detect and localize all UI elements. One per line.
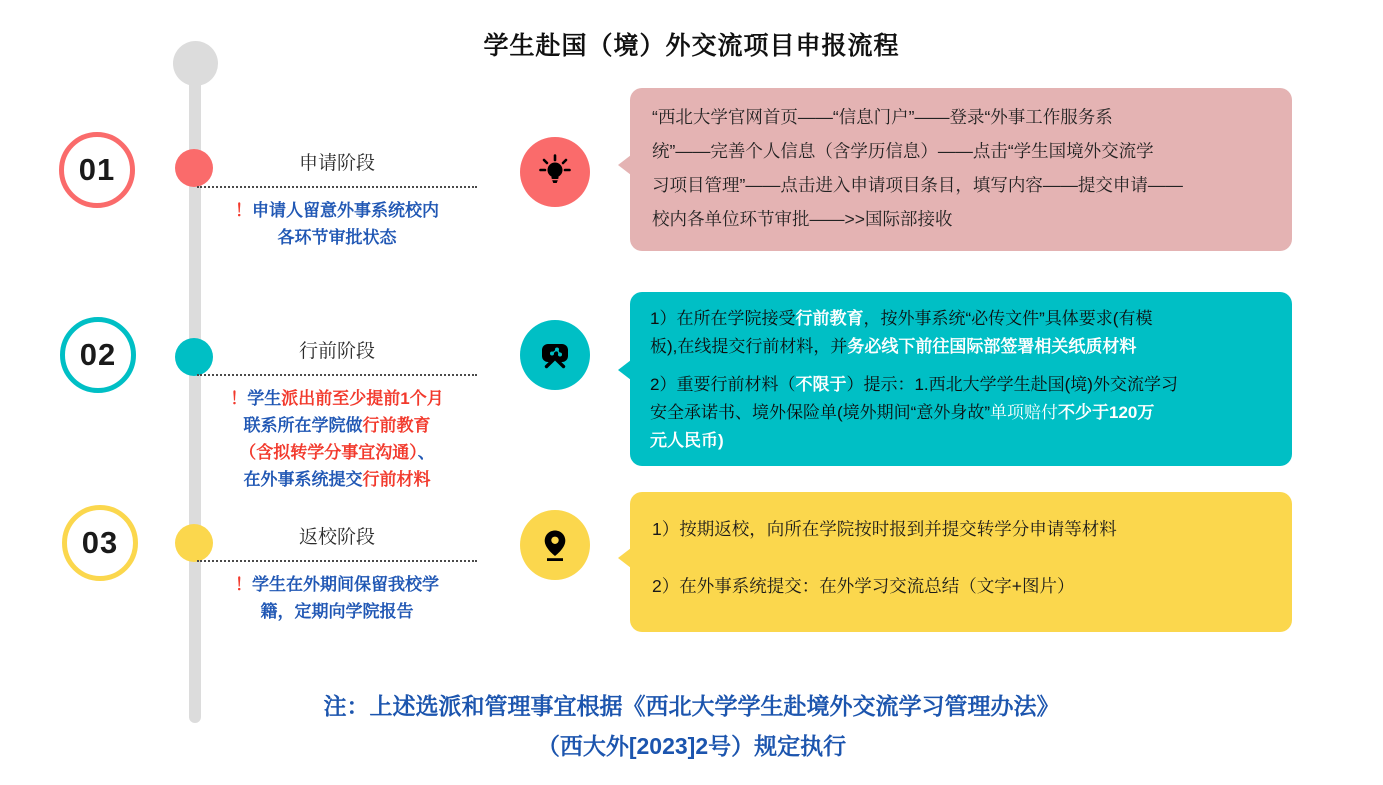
stage-note-1 bbox=[197, 197, 477, 251]
stage-number-badge-1 bbox=[59, 132, 135, 208]
note-text: 各环节审批状态 bbox=[277, 228, 397, 247]
box-text: 板),在线提交行前材料，并 bbox=[650, 337, 848, 356]
note-text: ！ bbox=[230, 389, 248, 408]
stage-number-badge-2 bbox=[60, 317, 136, 393]
stage-note-line bbox=[197, 439, 477, 466]
stage-label-3: 返校阶段 bbox=[197, 522, 477, 562]
stage-note-line bbox=[197, 571, 477, 598]
screen-share-icon bbox=[535, 335, 575, 375]
stage-icon-circle-1 bbox=[520, 137, 590, 207]
note-text: 在外事系统提交 bbox=[243, 470, 363, 489]
box-text: 2）重要行前材料（ bbox=[650, 375, 796, 394]
stage-note-line bbox=[197, 412, 477, 439]
stage-note-line bbox=[197, 466, 477, 493]
box-line bbox=[650, 333, 1278, 361]
box-text: 2）在外事系统提交：在外学习交流总结（文字+图片） bbox=[652, 576, 1075, 596]
stage-note-line bbox=[197, 224, 477, 251]
stage-note-line bbox=[197, 197, 477, 224]
stage-label-2: 行前阶段 bbox=[197, 336, 477, 376]
stage-note-3 bbox=[197, 571, 477, 625]
box-text: 安全承诺书、境外保险单(境外期间“意外身故” bbox=[650, 403, 990, 422]
stage-detail-box-1 bbox=[630, 88, 1292, 251]
box-paragraph bbox=[650, 305, 1278, 361]
box-line bbox=[652, 134, 1274, 168]
box-text: ，按外事系统“必传文件”具体要求(有模 bbox=[863, 309, 1153, 328]
stage-detail-box-3 bbox=[630, 492, 1292, 632]
box-text: 统”——完善个人信息（含学历信息）——点击“学生国境外交流学 bbox=[652, 141, 1154, 161]
box-line bbox=[652, 516, 1278, 543]
stage-number-3: 03 bbox=[81, 525, 119, 560]
box-text: 务必线下前往国际部签署相关纸质材料 bbox=[847, 337, 1137, 356]
note-text: 籍，定期向学院报告 bbox=[260, 602, 414, 621]
stage-note-2 bbox=[197, 385, 477, 493]
box-text: 不少于120万 bbox=[1057, 403, 1155, 422]
stage-label-1: 申请阶段 bbox=[197, 148, 477, 188]
footer-line-1: 注：上述选派和管理事宜根据《西北大学学生赴境外交流学习管理办法》 bbox=[323, 693, 1060, 719]
box-paragraph bbox=[650, 371, 1278, 455]
box-text: 不限于 bbox=[795, 375, 847, 394]
note-text: 联系所在学院做 bbox=[243, 416, 363, 435]
box-text: 元人民币) bbox=[650, 431, 724, 450]
stage-icon-circle-3 bbox=[520, 510, 590, 580]
note-text: 行前教育 bbox=[362, 416, 431, 435]
stage-note-line bbox=[197, 598, 477, 625]
box-line bbox=[650, 371, 1278, 399]
stage-number-badge-3 bbox=[62, 505, 138, 581]
box-line bbox=[652, 573, 1278, 600]
box-text: ）提示：1.西北大学学生赴国(境)外交流学习 bbox=[846, 375, 1178, 394]
footer-note bbox=[0, 686, 1383, 766]
stage-block-1 bbox=[197, 148, 477, 251]
stage-number-2: 02 bbox=[79, 337, 117, 372]
note-text: 学生在外期间保留我校学 bbox=[252, 575, 439, 594]
box-line bbox=[650, 427, 1278, 455]
note-text: ！ bbox=[235, 575, 252, 594]
lightbulb-icon bbox=[535, 152, 575, 192]
stage-number-1: 01 bbox=[78, 152, 116, 187]
stage-detail-box-2 bbox=[630, 292, 1292, 466]
location-pin-icon bbox=[535, 525, 575, 565]
box-text: 1）按期返校，向所在学院按时报到并提交转学分申请等材料 bbox=[652, 519, 1117, 539]
box-text: 校内各单位环节审批——>>国际部接收 bbox=[652, 209, 953, 229]
box-line bbox=[652, 202, 1274, 236]
note-text: 派出前至少提前1个月 bbox=[281, 389, 444, 408]
footer-line-2: （西大外[2023]2号）规定执行 bbox=[536, 733, 847, 759]
box-line bbox=[650, 305, 1278, 333]
box-line bbox=[650, 399, 1278, 427]
box-text: 行前教育 bbox=[795, 309, 864, 328]
stage-block-2 bbox=[197, 336, 477, 493]
box-line bbox=[652, 168, 1274, 202]
stage-block-3 bbox=[197, 522, 477, 625]
note-text: 申请人留意外事系统校内 bbox=[252, 201, 439, 220]
page-title: 学生赴国（境）外交流项目申报流程 bbox=[483, 32, 900, 60]
note-text: 、 bbox=[417, 443, 435, 462]
box-text: 习项目管理”——点击进入申请项目条目，填写内容——提交申请—— bbox=[652, 175, 1183, 195]
note-text: ！ bbox=[235, 201, 252, 220]
note-text: 学生 bbox=[247, 389, 282, 408]
box-line bbox=[652, 100, 1274, 134]
box-text: “西北大学官网首页——“信息门户”——登录“外事工作服务系 bbox=[652, 107, 1113, 127]
stage-note-line bbox=[197, 385, 477, 412]
note-text: （含拟转学分事宜沟通） bbox=[239, 443, 418, 462]
box-text: 1）在所在学院接受 bbox=[650, 309, 796, 328]
note-text: 行前材料 bbox=[362, 470, 431, 489]
box-text: 单项赔付 bbox=[989, 403, 1058, 422]
stage-icon-circle-2 bbox=[520, 320, 590, 390]
